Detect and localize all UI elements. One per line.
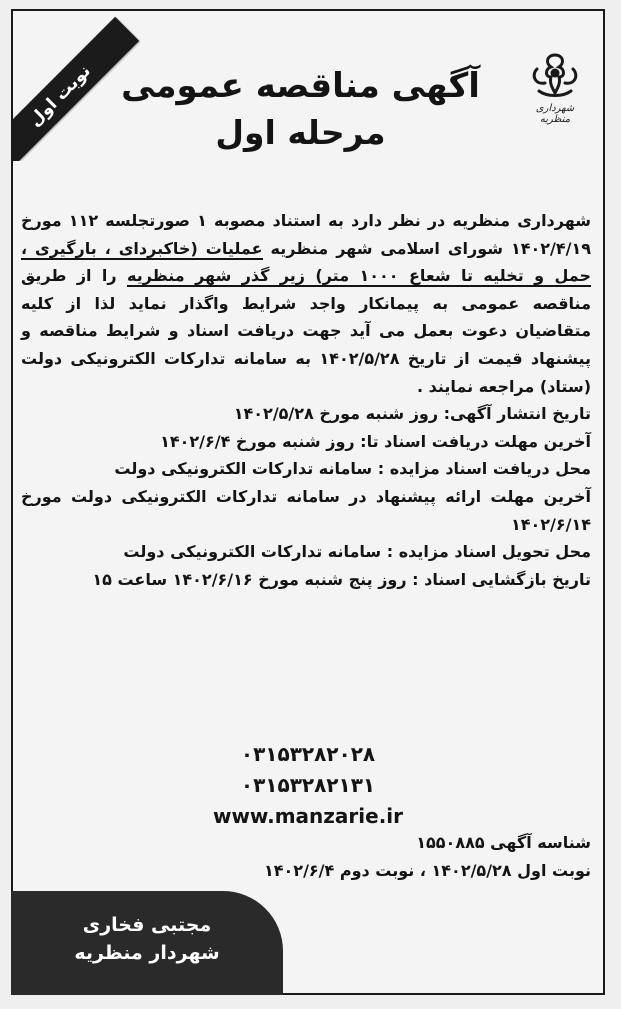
detail-publish-date: تاریخ انتشار آگهی: روز شنبه مورخ ۱۴۰۲/۵/۲۸ (233, 404, 591, 424)
detail-doc-location: محل دریافت اسناد مزایده : سامانه تدارکات الکترونیکی دولت (114, 459, 591, 479)
contact-block (13, 739, 603, 832)
ad-identifier: شناسه آگهی ۱۵۵۰۸۸۵ (416, 833, 591, 852)
organization-name: شهرداری منظریه (452, 211, 592, 230)
website-link[interactable]: www.manzarie.ir (212, 804, 404, 828)
round-ribbon: نوبت اول (13, 17, 139, 161)
paragraph-part-2: را از طریق مناقصه عمومی به پیمانکار واجد شرایط واگذار نماید لذا از کلیه متقاضیان دعوت بعمل می آید جهت دریافت اسناد و شرایط مناقصه و پیشنهاد قیمت از تاریخ ۱۴۰۲/۵/۲۸ به سامانه تدارکات الکترونیکی دولت (ستاد) مراجعه نمایند . (21, 266, 592, 396)
notice-body (21, 207, 591, 593)
signatory-name: مجتبی فخاری (82, 914, 212, 936)
detail-delivery-location: محل تحویل اسناد مزایده : سامانه تدارکات الکترونیکی دولت (123, 542, 591, 562)
detail-proposal-deadline: آخرین مهلت ارائه پیشنهاد در سامانه تدارکات الکترونیکی دولت مورخ ۱۴۰۲/۶/۱۴ (21, 486, 591, 534)
signature-box (11, 891, 283, 995)
title-line-2: مرحله اول (215, 113, 386, 152)
phone-number-1: ۰۳۱۵۳۲۸۲۰۲۸ (240, 742, 376, 766)
notice-footer (21, 829, 591, 885)
notice-frame (11, 9, 605, 995)
notice-header (13, 11, 603, 181)
municipality-logo (523, 49, 587, 125)
detail-doc-deadline: آخرین مهلت دریافت اسناد تا: روز شنبه مورخ ۱۴۰۲/۶/۴ (160, 431, 591, 451)
phone-number-2: ۰۳۱۵۳۲۸۲۱۳۱ (240, 773, 376, 797)
project-description: عملیات (خاکبردای ، بارگیری ، حمل و تخلیه تا شعاع ۱۰۰۰ متر) زیر گذر شهر منظریه (21, 238, 591, 286)
paragraph-part-1: در نظر دارد به استناد مصوبه ۱ صورتجلسه ۱۱۲ مورخ ۱۴۰۲/۴/۱۹ شورای اسلامی شهر منظریه (21, 211, 591, 258)
logo-caption: شهرداری منظریه (535, 103, 575, 125)
notice-title (93, 63, 508, 157)
signatory-role: شهردار منظریه (74, 942, 220, 964)
main-paragraph (21, 207, 591, 400)
detail-opening-date: تاریخ بازگشایی اسناد : روز پنج شنبه مورخ ۱۴۰۲/۶/۱۶ ساعت ۱۵ (92, 569, 591, 589)
publication-rounds: نوبت اول ۱۴۰۲/۵/۲۸ ، نوبت دوم ۱۴۰۲/۶/۴ (264, 861, 591, 880)
title-line-1: آگهی مناقصه عمومی (121, 66, 480, 106)
emblem-icon (527, 49, 583, 101)
